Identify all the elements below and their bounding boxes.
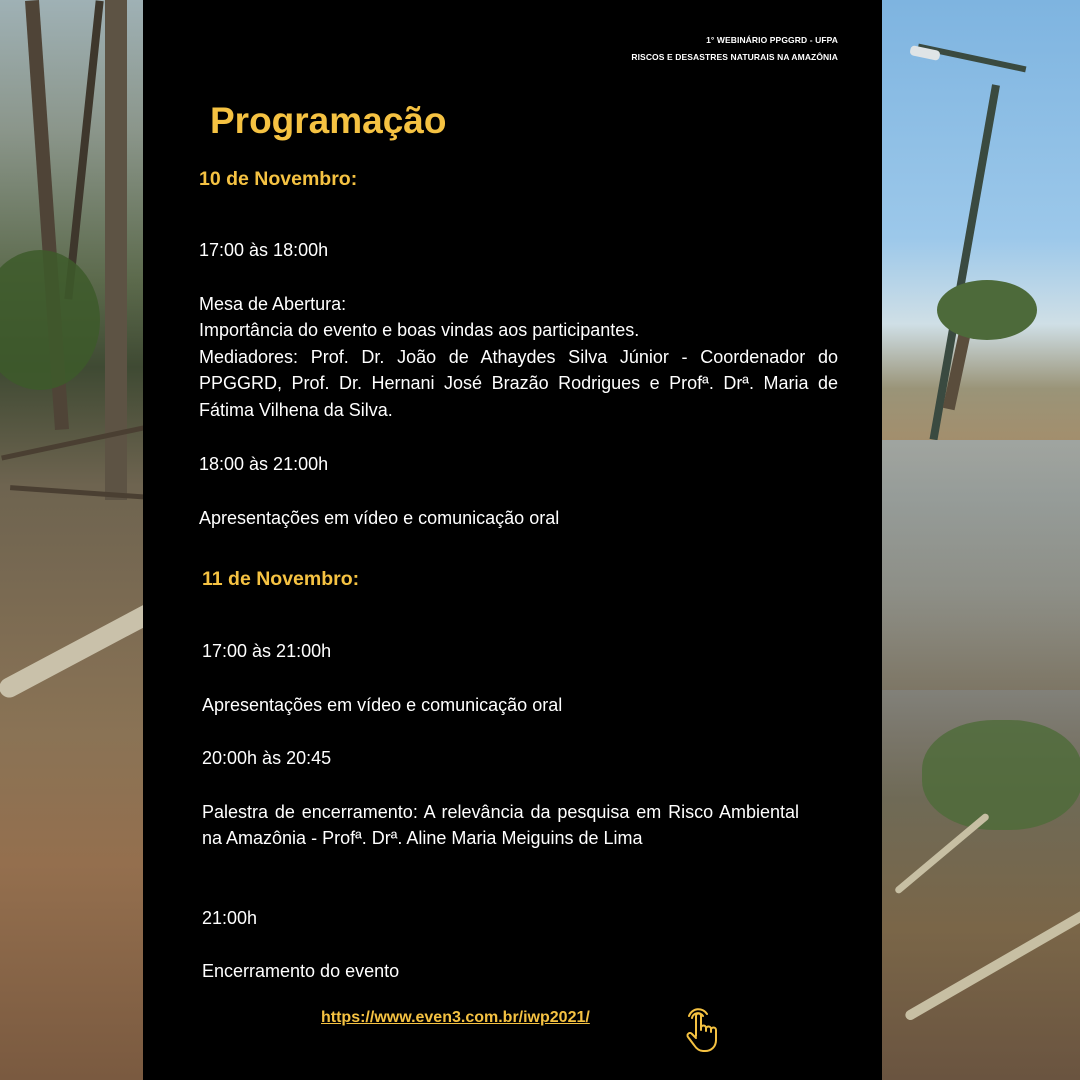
background-photo-right [882,0,1080,1080]
day2-time2: 20:00h às 20:45 [202,748,332,768]
schedule-panel [143,0,882,1080]
day1-session1-mediators: Mediadores: Prof. Dr. João de Athaydes Silva Júnior - Coordenador do PPGGRD, Prof. Dr. Hernani José Brazão Rodrigues e Profª. Drª. Maria de Fátima Vilhena da Silva. [199,347,838,420]
day1-session1-title: Mesa de Abertura: [199,294,347,314]
day1-session1-desc: Importância do evento e boas vindas aos participantes. [199,320,640,340]
day2-session2: Palestra de encerramento: A relevância da pesquisa em Risco Ambiental na Amazônia - Profª. Drª. Aline Maria Meiguins de Lima [202,802,799,849]
event-theme: RISCOS E DESASTRES NATURAIS NA AMAZÔNIA [631,52,838,62]
event-header [631,32,838,66]
event-name: 1° WEBINÁRIO PPGGRD - UFPA [706,35,838,45]
day2-session3: Encerramento do evento [202,961,400,981]
page-title: Programação [210,100,447,141]
day2-session1: Apresentações em vídeo e comunicação oral [202,695,563,715]
day2-time1: 17:00 às 21:00h [202,641,332,661]
day1-session2: Apresentações em vídeo e comunicação oral [199,508,560,528]
day2-heading: 11 de Novembro: [202,568,360,590]
day1-heading: 10 de Novembro: [199,168,358,190]
background-photo-left [0,0,143,1080]
day2-time3: 21:00h [202,908,258,928]
pointing-hand-icon[interactable] [683,1006,719,1054]
day1-time2: 18:00 às 21:00h [199,454,329,474]
day1-time1: 17:00 às 18:00h [199,240,329,260]
event-link[interactable]: https://www.even3.com.br/iwp2021/ [321,1009,590,1026]
